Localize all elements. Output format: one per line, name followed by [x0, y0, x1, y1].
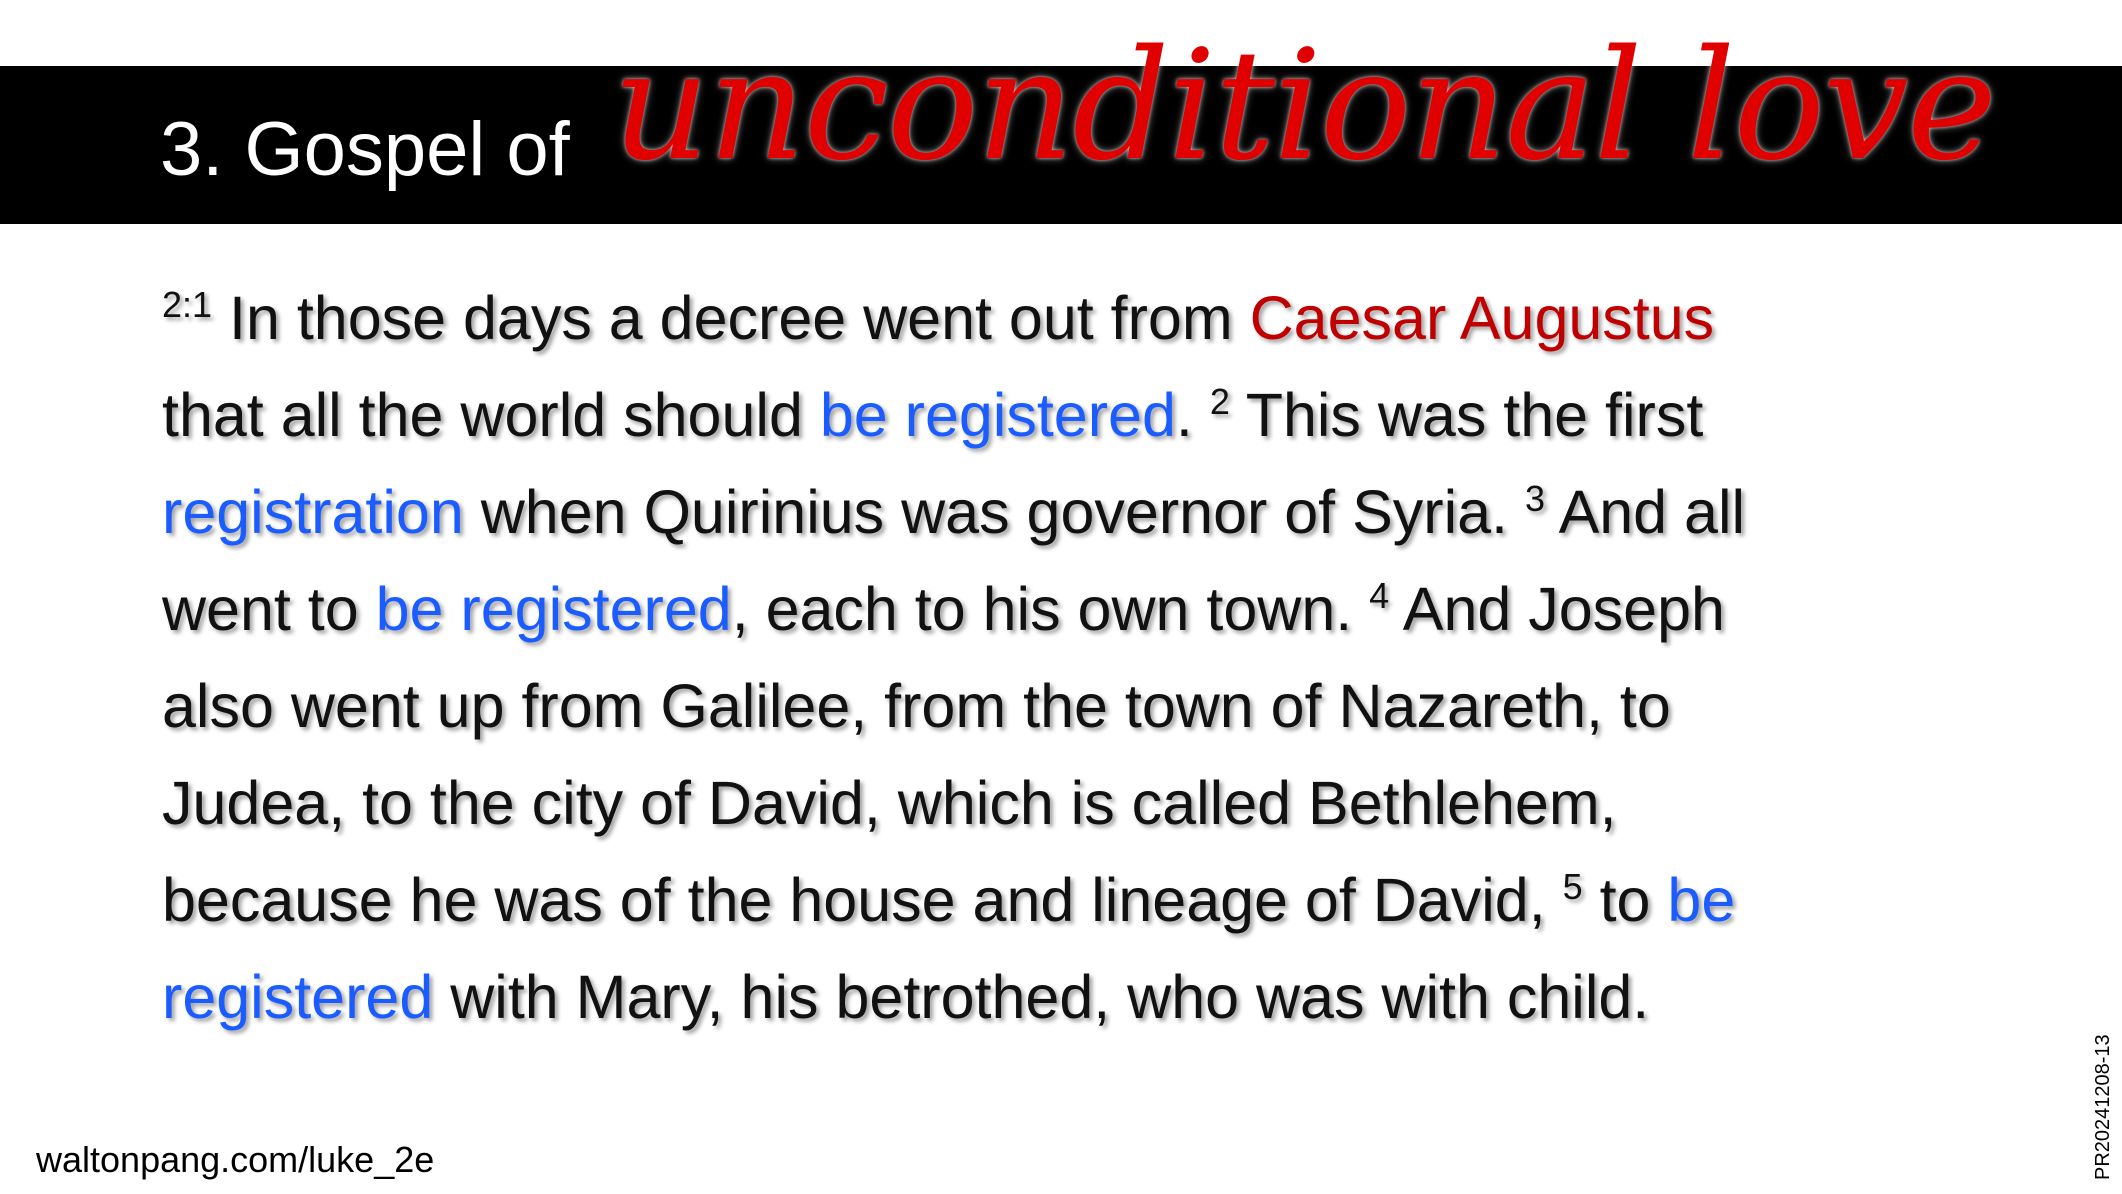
passage-text: also went up from Galilee, from the town of Nazareth, to: [162, 672, 1671, 740]
verse-number: 2:1: [162, 284, 213, 325]
passage-text: .: [1175, 381, 1210, 449]
highlight-registration: registration: [162, 478, 464, 546]
footer-url[interactable]: waltonpang.com/luke_2e: [36, 1139, 435, 1180]
passage-text: to: [1582, 866, 1668, 934]
passage-line: [162, 949, 1942, 1046]
passage-line: [162, 852, 1942, 949]
passage-text: that all the world should: [162, 381, 820, 449]
passage-line: [162, 658, 1942, 755]
passage-line: [162, 755, 1942, 852]
highlight-registration: be registered: [375, 575, 732, 643]
passage-text: when Quirinius was governor of Syria.: [463, 478, 1525, 546]
passage-line: [162, 561, 1942, 658]
slide-code: PR20241208-13: [2092, 1034, 2114, 1180]
passage-text: with Mary, his betrothed, who was with child.: [433, 963, 1650, 1031]
passage-text: Judea, to the city of David, which is called Bethlehem,: [162, 769, 1617, 837]
highlight-registration: be: [1667, 866, 1736, 934]
passage-text: This was the first: [1229, 381, 1704, 449]
passage-line: [162, 270, 1942, 367]
title-prefix: 3. Gospel of: [160, 107, 570, 192]
verse-number: 4: [1369, 575, 1390, 616]
passage-text: because he was of the house and lineage of David,: [162, 866, 1563, 934]
title-emphasis: unconditional love: [612, 17, 1995, 194]
highlight-name: Caesar Augustus: [1249, 284, 1715, 352]
passage-text: And Joseph: [1389, 575, 1725, 643]
highlight-registration: registered: [162, 963, 434, 1031]
passage-text: went to: [162, 575, 376, 643]
passage-line: [162, 464, 1942, 561]
verse-number: 2: [1209, 381, 1230, 422]
verse-number: 3: [1524, 478, 1545, 519]
verse-number: 5: [1562, 866, 1583, 907]
highlight-registration: be registered: [819, 381, 1176, 449]
passage-text: , each to his own town.: [731, 575, 1370, 643]
passage-text: In those days a decree went out from: [212, 284, 1250, 352]
passage-line: [162, 367, 1942, 464]
scripture-passage: [162, 270, 1942, 1046]
passage-text: And all: [1544, 478, 1746, 546]
